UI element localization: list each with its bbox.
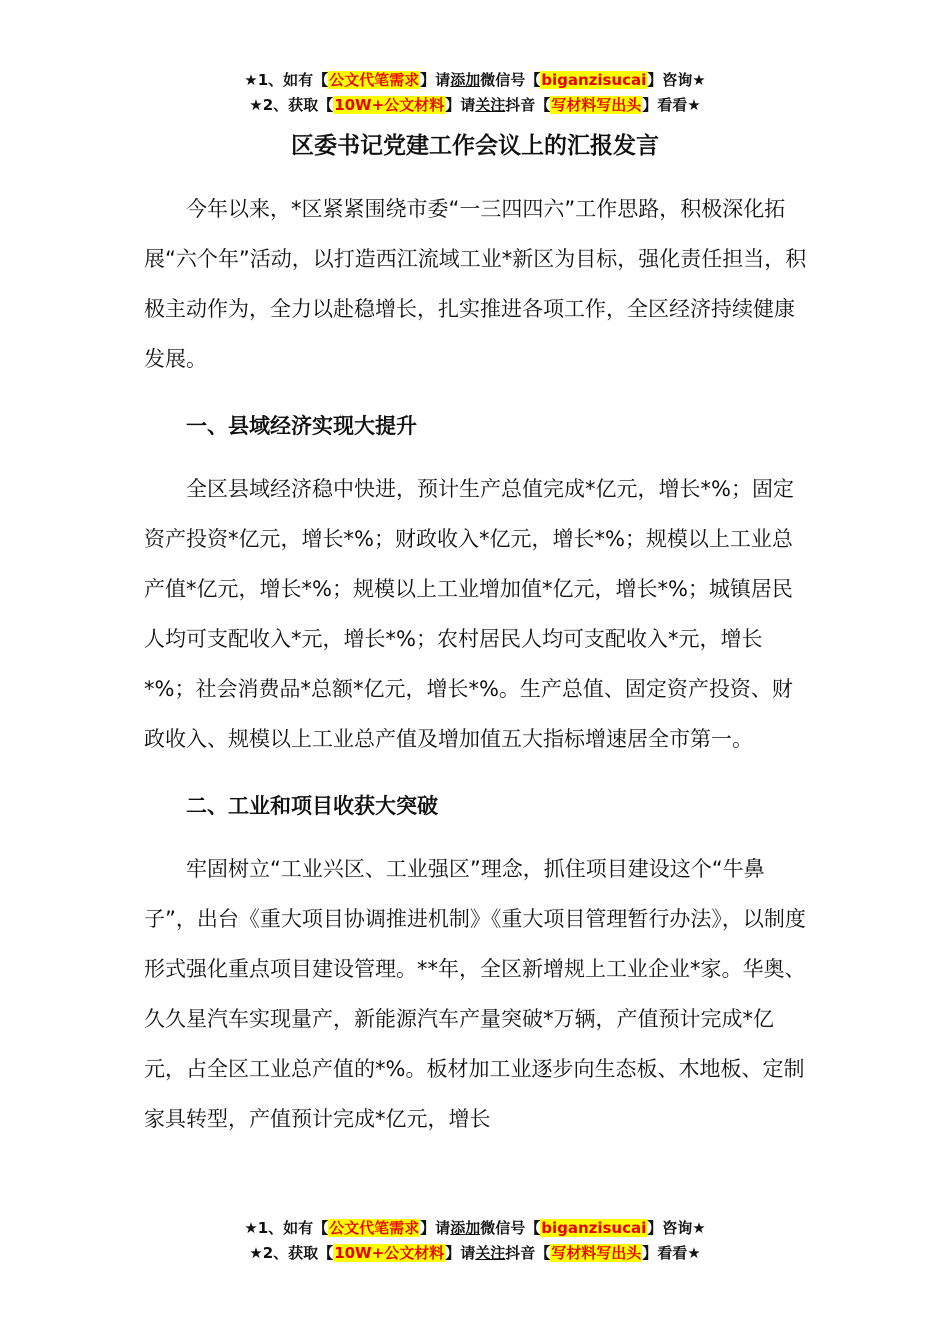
section-1-paragraph: 全区县域经济稳中快进，预计生产总值完成*亿元，增长*%；固定资产投资*亿元，增长*%；财政收入*亿元，增长*%；规模以上工业总产值*亿元，增长*%；规模以上工业增加值*亿元，增长*%；城镇居民人均可支配收入*元，增长*%；农村居民人均可支配收入*元，增长*%；社会消费品*总额*亿元，增长*%。生产总值、固定资产投资、财政收入、规模以上工业总产值及增加值五大指标增速居全市第一。 [144,477,794,751]
banner-text: 微信号【 [480,71,541,89]
banner-text: ★2、获取【 [249,96,334,114]
banner-text: ★1、如有【 [244,71,329,89]
banner-highlight: 公文代笔需求 [329,71,420,89]
banner-highlight: biganzisucai [541,1219,647,1237]
banner-highlight: biganzisucai [541,71,647,89]
section-2-paragraph: 牢固树立“工业兴区、工业强区”理念，抓住项目建设这个“牛鼻子”，出台《重大项目协调推进机制》《重大项目管理暂行办法》，以制度形式强化重点项目建设管理。**年，全区新增规上工业企业*家。华奥、久久星汽车实现量产，新能源汽车产量突破*万辆，产值预计完成*亿元，占全区工业总产值的*%。板材加工业逐步向生态板、木地板、定制家具转型，产值预计完成*亿元，增长 [144,857,806,1131]
banner-underline: 关注 [475,1244,506,1262]
banner-text: 】请 [420,71,451,89]
banner-text: ★2、获取【 [249,1244,334,1262]
document-body [144,184,810,1144]
banner-highlight: 10W+公文材料 [334,1244,445,1262]
banner-highlight: 写材料写出头 [551,96,642,114]
banner-line-2 [0,1241,950,1266]
banner-text: 抖音【 [505,96,551,114]
banner-text: 】请 [445,1244,476,1262]
banner-text: 】咨询★ [647,71,706,89]
banner-text: 】请 [445,96,476,114]
banner-underline: 添加 [450,71,481,89]
banner-text: 】看看★ [642,1244,701,1262]
banner-text: 】咨询★ [647,1219,706,1237]
banner-highlight: 10W+公文材料 [334,96,445,114]
banner-text: 】请 [420,1219,451,1237]
footer-banner [0,1216,950,1266]
banner-line-2 [0,93,950,118]
header-banner [0,68,950,118]
banner-underline: 添加 [450,1219,481,1237]
document-title: 区委书记党建工作会议上的汇报发言 [291,133,659,159]
banner-line-1 [0,1216,950,1241]
banner-underline: 关注 [475,96,506,114]
banner-text: ★1、如有【 [244,1219,329,1237]
banner-text: 微信号【 [480,1219,541,1237]
section-1-heading: 一、县域经济实现大提升 [186,414,417,438]
banner-highlight: 公文代笔需求 [329,1219,420,1237]
banner-text: 抖音【 [505,1244,551,1262]
banner-text: 】看看★ [642,96,701,114]
banner-highlight: 写材料写出头 [551,1244,642,1262]
section-2-heading: 二、工业和项目收获大突破 [186,794,438,818]
banner-line-1 [0,68,950,93]
intro-paragraph: 今年以来，*区紧紧围绕市委“一三四四六”工作思路，积极深化拓展“六个年”活动，以打造西江流域工业*新区为目标，强化责任担当，积极主动作为，全力以赴稳增长，扎实推进各项工作，全区经济持续健康发展。 [144,197,807,371]
